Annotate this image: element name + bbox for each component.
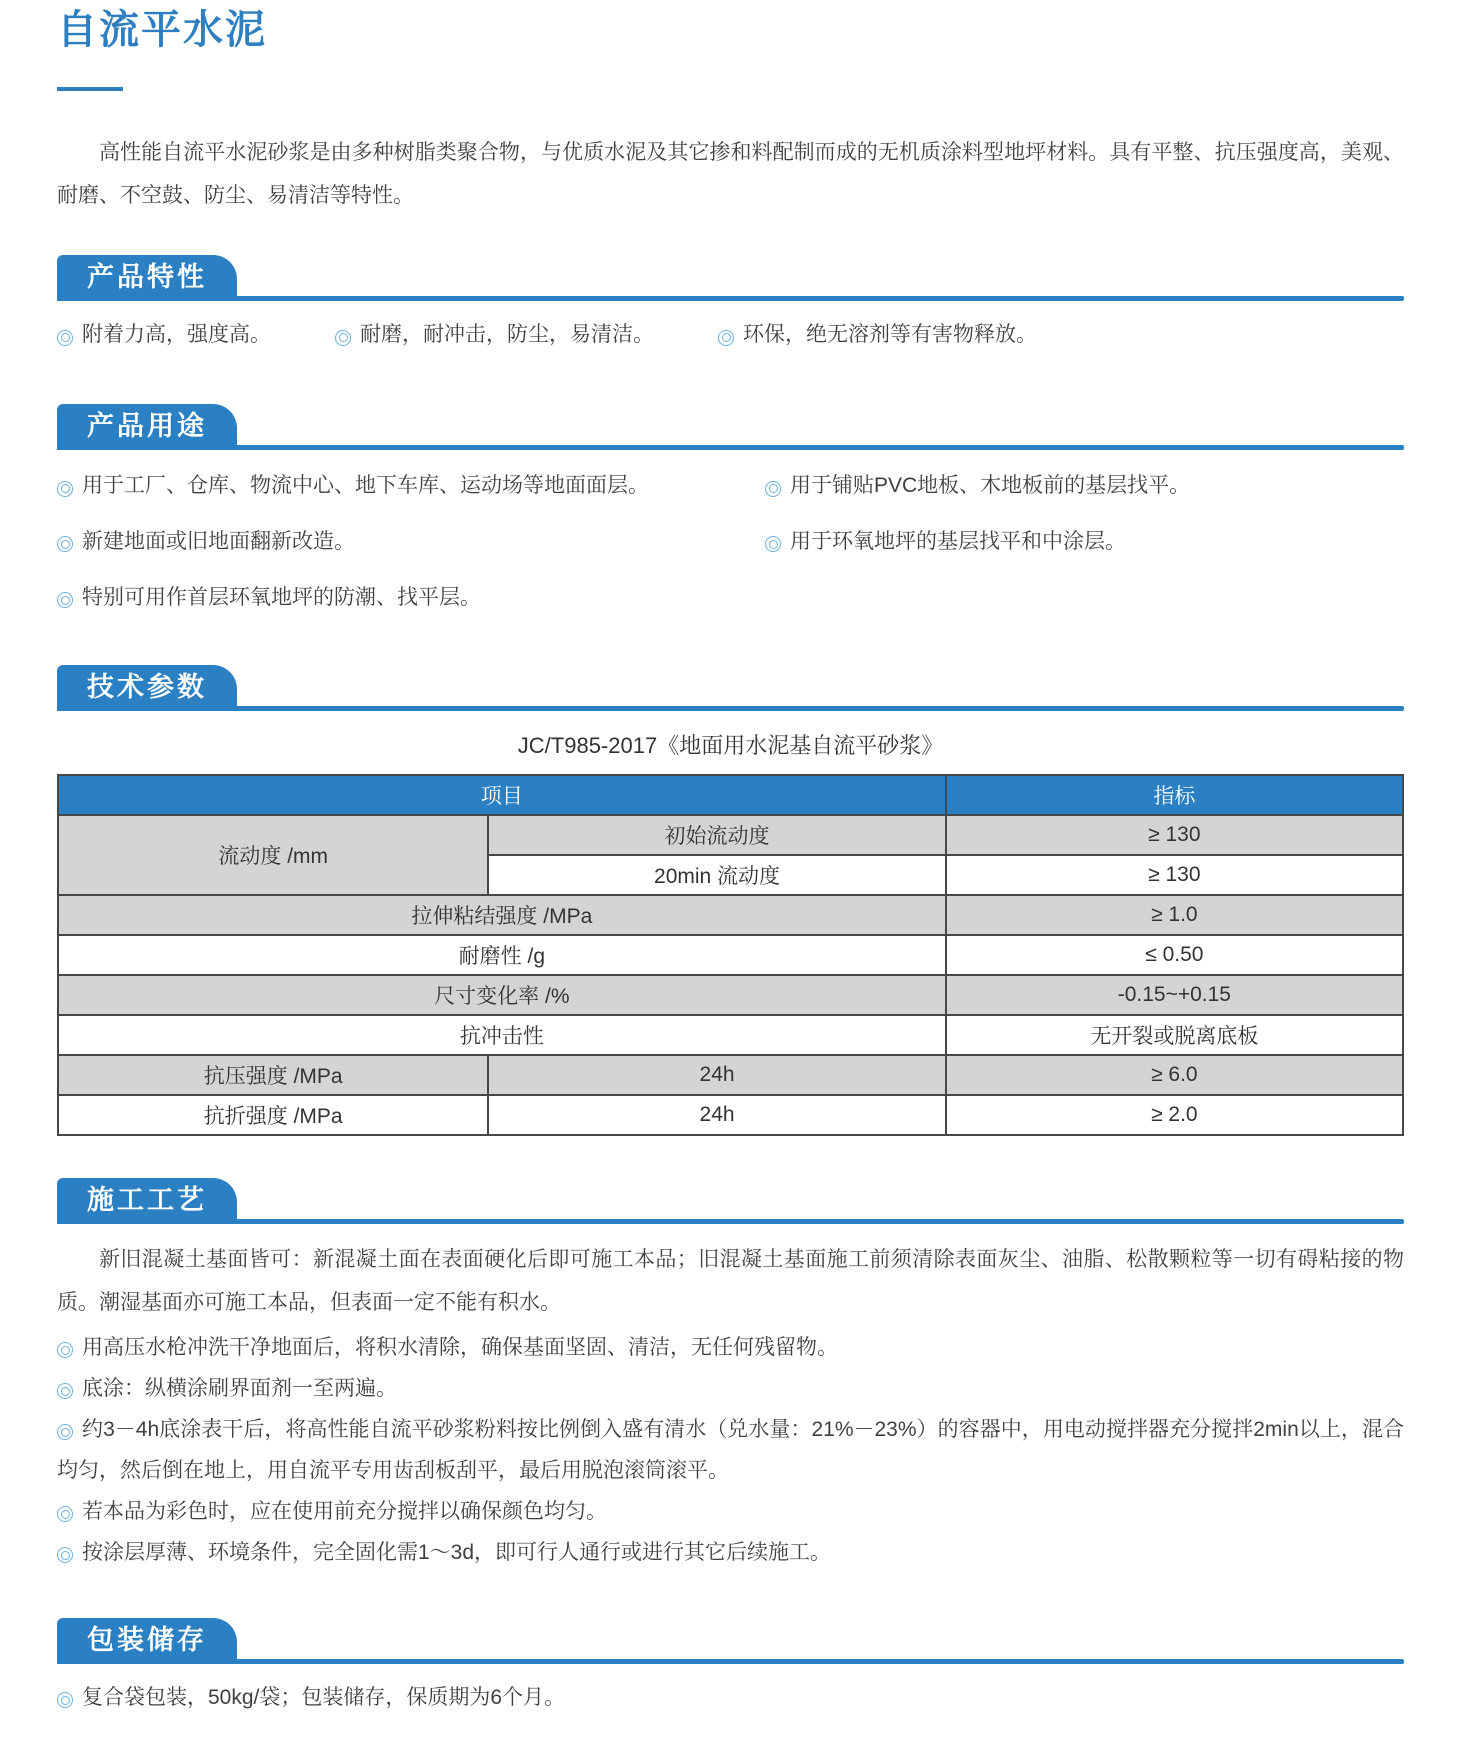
use-item	[57, 522, 765, 563]
table-header-row	[58, 775, 1403, 815]
use-item-label: 用于环氧地坪的基层找平和中涂层。	[790, 529, 1126, 553]
table-row-dimension	[58, 975, 1403, 1015]
table-row-abrasion	[58, 935, 1403, 975]
section-tab-features: 产品特性	[57, 255, 237, 301]
section-uses	[57, 404, 1404, 619]
table-row-tensile	[58, 895, 1403, 935]
cell-compressive-time: 24h	[488, 1055, 945, 1095]
cell-compressive-val: ≥ 6.0	[946, 1055, 1403, 1095]
section-rule	[57, 445, 1404, 450]
bullseye-icon	[57, 592, 73, 608]
use-item-label: 用于工厂、仓库、物流中心、地下车库、运动场等地面面层。	[82, 474, 649, 498]
process-item	[57, 1492, 1404, 1533]
use-item-label: 用于铺贴PVC地板、木地板前的基层找平。	[790, 474, 1191, 498]
section-packaging	[57, 1618, 1404, 1719]
table-row-compressive	[58, 1055, 1403, 1095]
intro-paragraph: 高性能自流平水泥砂浆是由多种树脂类聚合物，与优质水泥及其它掺和料配制而成的无机质涂料型地坪材料。具有平整、抗压强度高，美观、耐磨、不空鼓、防尘、易清洁等特性。	[57, 141, 1404, 208]
feature-item-label: 耐磨，耐冲击，防尘，易清洁。	[360, 323, 654, 347]
bullseye-icon	[718, 330, 734, 346]
tech-standard-caption: JC/T985-2017《地面用水泥基自流平砂浆》	[517, 732, 944, 758]
process-item-label: 用高压水枪冲洗干净地面后，将积水清除，确保基面坚固、清洁，无任何残留物。	[82, 1335, 838, 1359]
bullseye-icon	[57, 481, 73, 497]
feature-item-label: 环保，绝无溶剂等有害物释放。	[743, 323, 1037, 347]
packaging-list	[57, 1678, 1404, 1719]
table-row-flow-initial	[58, 815, 1403, 855]
process-item-label: 按涂层厚薄、环境条件，完全固化需1～3d，即可行人通行或进行其它后续施工。	[82, 1540, 832, 1564]
cell-flow-initial: 初始流动度	[488, 815, 945, 855]
feature-item	[335, 315, 654, 356]
bullseye-icon	[57, 1692, 73, 1708]
use-item-label: 特别可用作首层环氧地坪的防潮、找平层。	[82, 585, 481, 609]
cell-flexural: 抗折强度 /MPa	[58, 1095, 488, 1135]
tech-table	[57, 774, 1404, 1136]
section-rule	[57, 706, 1404, 711]
cell-impact-val: 无开裂或脱离底板	[946, 1015, 1403, 1055]
page-title: 自流平水泥	[57, 8, 267, 52]
title-underline	[57, 87, 123, 91]
feature-item-label: 附着力高，强度高。	[82, 323, 271, 347]
section-tab-uses: 产品用途	[57, 404, 237, 450]
table-row-flexural	[58, 1095, 1403, 1135]
cell-tensile-val: ≥ 1.0	[946, 895, 1403, 935]
table-header-item: 项目	[58, 775, 946, 815]
bullseye-icon	[335, 330, 351, 346]
section-tab-tech: 技术参数	[57, 665, 237, 711]
use-item	[57, 578, 765, 619]
process-item	[57, 1410, 1404, 1492]
section-rule	[57, 296, 1404, 301]
uses-right-column	[765, 466, 1404, 619]
bullseye-icon	[57, 330, 73, 346]
section-tab-packaging: 包装储存	[57, 1618, 237, 1664]
process-paragraph: 新旧混凝土基面皆可：新混凝土面在表面硬化后即可施工本品；旧混凝土基面施工前须清除表面灰尘、油脂、松散颗粒等一切有碍粘接的物质。潮湿基面亦可施工本品，但表面一定不能有积水。	[57, 1247, 1404, 1314]
cell-abrasion: 耐磨性 /g	[58, 935, 946, 975]
cell-abrasion-val: ≤ 0.50	[946, 935, 1403, 975]
process-item-label: 约3－4h底涂表干后，将高性能自流平砂浆粉料按比例倒入盛有清水（兑水量：21%－23%）的容器中，用电动搅拌器充分搅拌2min以上，混合均匀，然后倒在地上，用自流平专用齿刮板刮平，最后用脱泡滚筒滚平。	[57, 1417, 1404, 1482]
process-item-label: 若本品为彩色时，应在使用前充分搅拌以确保颜色均匀。	[82, 1499, 607, 1523]
bullseye-icon	[765, 481, 781, 497]
section-header-packaging	[57, 1618, 1404, 1664]
bullseye-icon	[57, 1424, 73, 1440]
bullseye-icon	[57, 1383, 73, 1399]
feature-item	[57, 315, 271, 356]
packaging-item-label: 复合袋包装，50kg/袋；包装储存，保质期为6个月。	[82, 1685, 566, 1709]
section-rule	[57, 1659, 1404, 1664]
cell-flow-20min-val: ≥ 130	[946, 855, 1403, 895]
cell-compressive: 抗压强度 /MPa	[58, 1055, 488, 1095]
cell-flow-label: 流动度 /mm	[58, 815, 488, 895]
bullseye-icon	[57, 1506, 73, 1522]
cell-dimension-val: -0.15~+0.15	[946, 975, 1403, 1015]
process-item	[57, 1369, 1404, 1410]
process-item	[57, 1328, 1404, 1369]
cell-flexural-val: ≥ 2.0	[946, 1095, 1403, 1135]
cell-flow-initial-val: ≥ 130	[946, 815, 1403, 855]
cell-tensile: 拉伸粘结强度 /MPa	[58, 895, 946, 935]
section-header-features	[57, 255, 1404, 301]
cell-dimension: 尺寸变化率 /%	[58, 975, 946, 1015]
section-tab-process: 施工工艺	[57, 1178, 237, 1224]
packaging-item	[57, 1678, 1404, 1719]
section-header-uses	[57, 404, 1404, 450]
bullseye-icon	[765, 536, 781, 552]
use-item	[57, 466, 765, 507]
section-process	[57, 1178, 1404, 1574]
section-header-process	[57, 1178, 1404, 1224]
cell-impact: 抗冲击性	[58, 1015, 946, 1055]
process-list	[57, 1328, 1404, 1574]
bullseye-icon	[57, 1342, 73, 1358]
table-header-index: 指标	[946, 775, 1403, 815]
uses-list	[57, 466, 1404, 619]
table-row-impact	[58, 1015, 1403, 1055]
use-item	[765, 466, 1404, 507]
cell-flexural-time: 24h	[488, 1095, 945, 1135]
cell-flow-20min: 20min 流动度	[488, 855, 945, 895]
section-features	[57, 255, 1404, 356]
section-tech	[57, 665, 1404, 1136]
section-rule	[57, 1219, 1404, 1224]
features-list	[57, 315, 1404, 356]
process-item-label: 底涂：纵横涂刷界面剂一至两遍。	[82, 1376, 397, 1400]
uses-left-column	[57, 466, 765, 619]
process-item	[57, 1533, 1404, 1574]
feature-item	[718, 315, 1037, 356]
bullseye-icon	[57, 536, 73, 552]
bullseye-icon	[57, 1547, 73, 1563]
use-item-label: 新建地面或旧地面翻新改造。	[82, 529, 355, 553]
section-header-tech	[57, 665, 1404, 711]
use-item	[765, 522, 1404, 563]
